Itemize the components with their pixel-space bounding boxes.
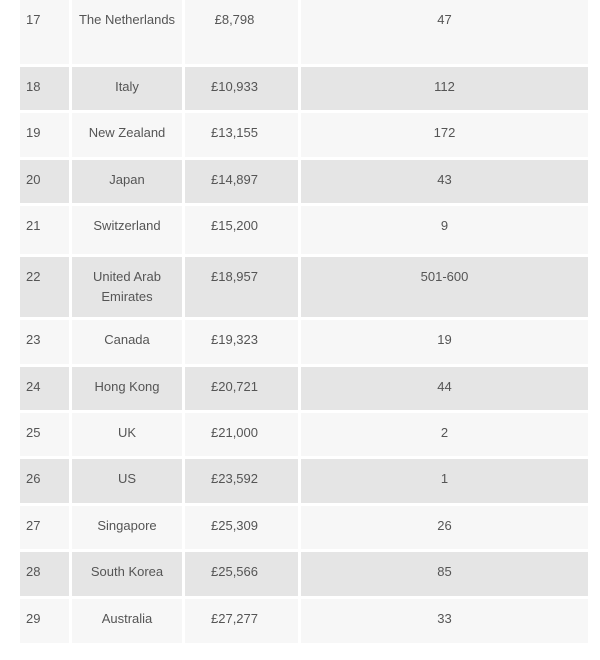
university-rank-cell: 43 <box>301 160 588 203</box>
country-cell: South Korea <box>72 552 182 596</box>
rank-cell: 17 <box>20 0 69 64</box>
country-cell: UK <box>72 413 182 456</box>
country-cell: Switzerland <box>72 206 182 254</box>
country-cell: Japan <box>72 160 182 203</box>
university-rank-cell: 85 <box>301 552 588 596</box>
rank-cell: 23 <box>20 320 69 364</box>
cost-cell: £19,323 <box>185 320 298 364</box>
rank-cell: 18 <box>20 67 69 110</box>
cost-cell: £25,566 <box>185 552 298 596</box>
cost-cell: £8,798 <box>185 0 298 64</box>
table-row <box>20 413 588 456</box>
cost-cell: £20,721 <box>185 367 298 410</box>
cost-cell: £10,933 <box>185 67 298 110</box>
table-row <box>20 206 588 254</box>
table-row <box>20 0 588 64</box>
rank-cell: 21 <box>20 206 69 254</box>
cost-ranking-table <box>20 0 588 646</box>
university-rank-cell: 112 <box>301 67 588 110</box>
table-row <box>20 459 588 503</box>
cost-cell: £13,155 <box>185 113 298 157</box>
rank-cell: 25 <box>20 413 69 456</box>
table-row <box>20 257 588 317</box>
rank-cell: 26 <box>20 459 69 503</box>
country-cell: Australia <box>72 599 182 643</box>
rank-cell: 20 <box>20 160 69 203</box>
country-cell: The Netherlands <box>72 0 182 64</box>
country-cell: Canada <box>72 320 182 364</box>
table-row <box>20 552 588 596</box>
university-rank-cell: 2 <box>301 413 588 456</box>
table-row <box>20 320 588 364</box>
rank-cell: 29 <box>20 599 69 643</box>
university-rank-cell: 47 <box>301 0 588 64</box>
university-rank-cell: 501-600 <box>301 257 588 317</box>
table-row <box>20 67 588 110</box>
cost-cell: £21,000 <box>185 413 298 456</box>
table-row <box>20 113 588 157</box>
rank-cell: 24 <box>20 367 69 410</box>
cost-cell: £27,277 <box>185 599 298 643</box>
table-row <box>20 160 588 203</box>
university-rank-cell: 33 <box>301 599 588 643</box>
table-row <box>20 599 588 643</box>
university-rank-cell: 172 <box>301 113 588 157</box>
country-cell: United Arab Emirates <box>72 257 182 317</box>
cost-cell: £14,897 <box>185 160 298 203</box>
university-rank-cell: 19 <box>301 320 588 364</box>
table-row <box>20 367 588 410</box>
country-cell: US <box>72 459 182 503</box>
country-cell: Italy <box>72 67 182 110</box>
country-cell: Singapore <box>72 506 182 549</box>
university-rank-cell: 44 <box>301 367 588 410</box>
rank-cell: 19 <box>20 113 69 157</box>
country-cell: New Zealand <box>72 113 182 157</box>
cost-cell: £15,200 <box>185 206 298 254</box>
university-rank-cell: 1 <box>301 459 588 503</box>
table-row <box>20 506 588 549</box>
rank-cell: 28 <box>20 552 69 596</box>
rank-cell: 27 <box>20 506 69 549</box>
rank-cell: 22 <box>20 257 69 317</box>
cost-cell: £18,957 <box>185 257 298 317</box>
university-rank-cell: 9 <box>301 206 588 254</box>
cost-cell: £25,309 <box>185 506 298 549</box>
country-cell: Hong Kong <box>72 367 182 410</box>
cost-cell: £23,592 <box>185 459 298 503</box>
university-rank-cell: 26 <box>301 506 588 549</box>
